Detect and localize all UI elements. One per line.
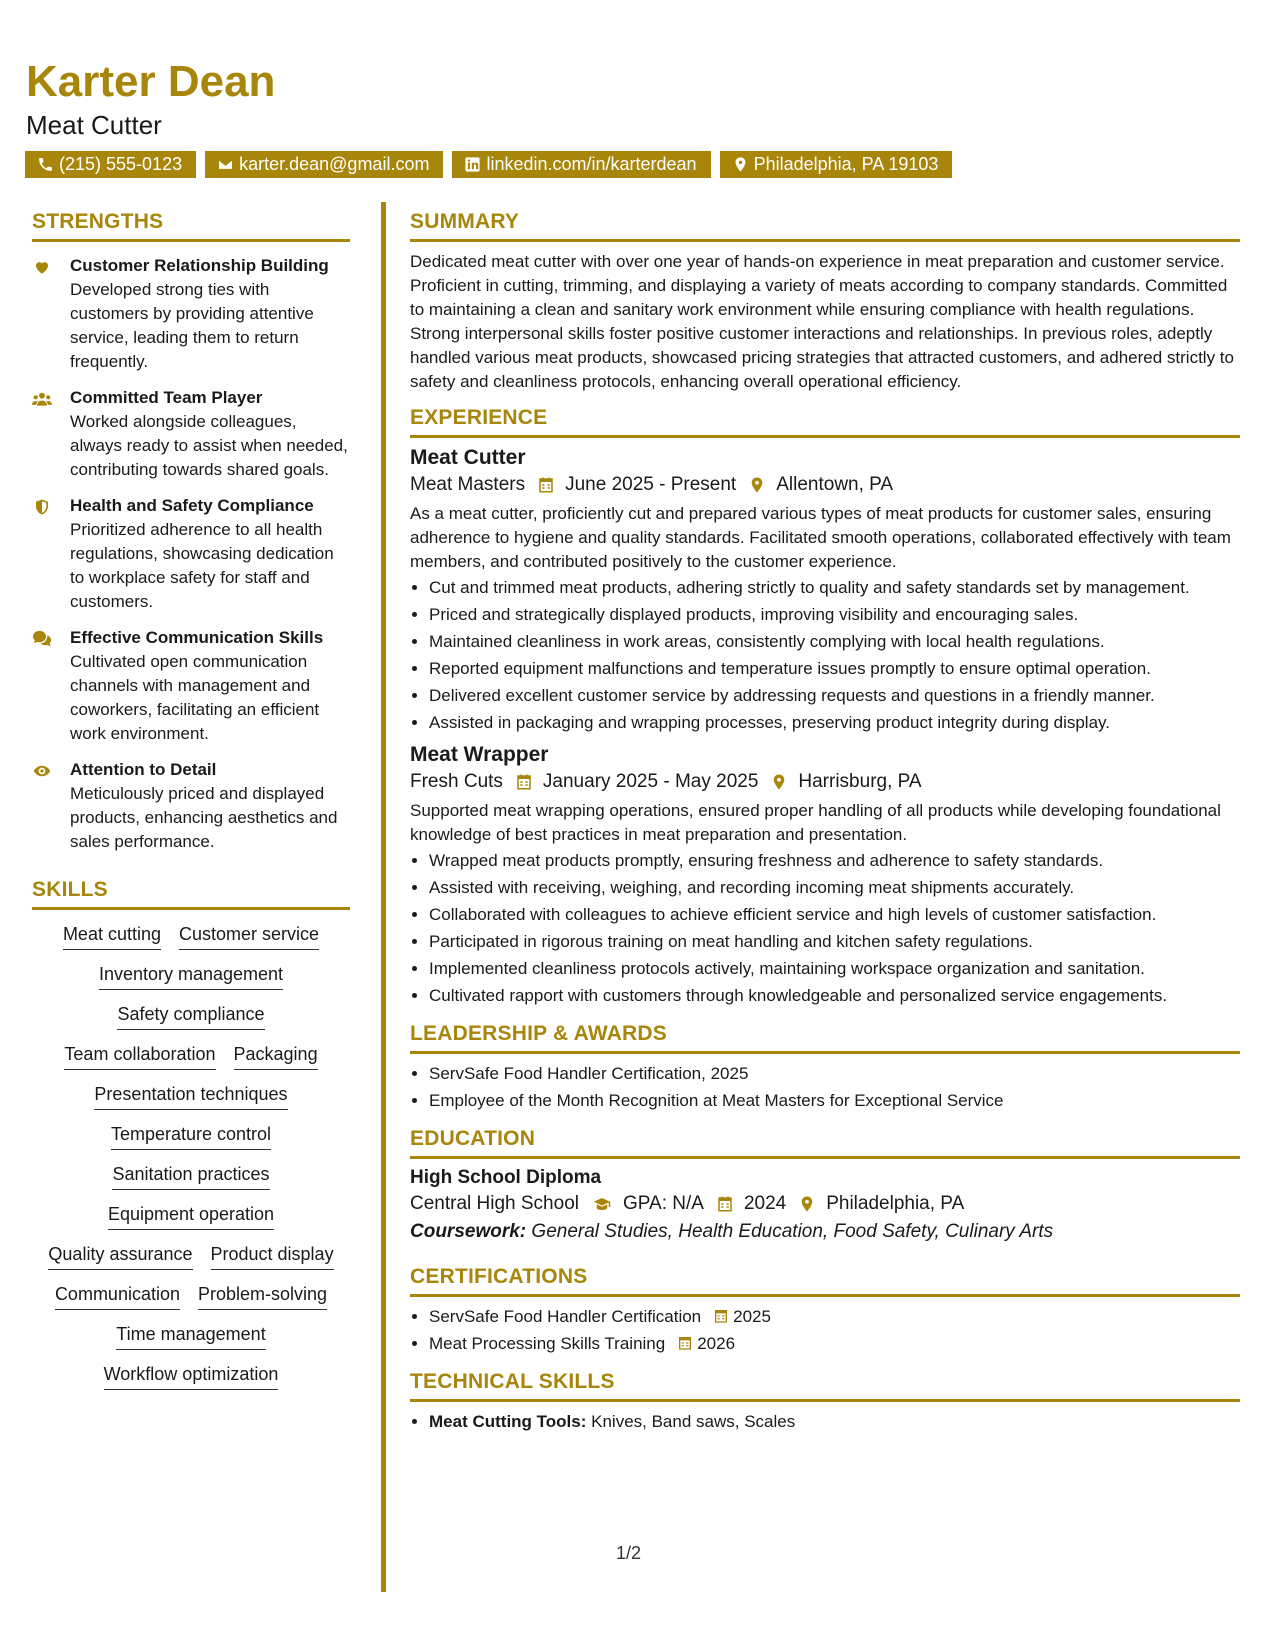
experience-title: EXPERIENCE xyxy=(410,406,1240,438)
job-company: Meat Masters xyxy=(410,474,526,495)
right-column xyxy=(410,210,1240,1437)
skill-tag: Product display xyxy=(211,1244,334,1270)
tech-skill-value: Knives, Band saws, Scales xyxy=(591,1412,796,1431)
calendar-icon xyxy=(716,1195,734,1213)
list-item: • Implemented cleanliness protocols actively, maintaining workspace organization and sanitation. xyxy=(429,957,1240,981)
envelope-icon xyxy=(217,156,234,173)
school-location: Philadelphia, PA xyxy=(826,1193,965,1214)
job-meta xyxy=(410,771,1240,793)
strength-item xyxy=(32,758,350,854)
linkedin-text: linkedin.com/in/karterdean xyxy=(486,154,697,174)
strength-title: Committed Team Player xyxy=(70,388,263,407)
candidate-name: Karter Dean xyxy=(26,57,276,106)
job-location: Allentown, PA xyxy=(776,474,894,495)
job-bullets xyxy=(410,576,1240,735)
coursework xyxy=(410,1221,1240,1243)
job-entry xyxy=(410,743,1240,1008)
phone-text: (215) 555-0123 xyxy=(59,154,183,174)
shield-icon xyxy=(32,498,52,516)
strengths-title: STRENGTHS xyxy=(32,210,350,242)
eye-icon xyxy=(32,762,52,780)
location-text: Philadelphia, PA 19103 xyxy=(753,154,939,174)
map-pin-icon xyxy=(798,1195,816,1213)
strength-item xyxy=(32,494,350,614)
calendar-icon xyxy=(677,1335,693,1351)
email-chip[interactable] xyxy=(205,151,443,178)
job-title: Meat Cutter xyxy=(410,446,526,469)
job-entry xyxy=(410,446,1240,735)
strengths-list xyxy=(32,254,350,854)
job-dates: June 2025 - Present xyxy=(565,474,737,495)
left-column xyxy=(32,210,350,1404)
degree-title: High School Diploma xyxy=(410,1167,602,1188)
users-icon xyxy=(32,390,52,408)
list-item xyxy=(429,1410,1240,1434)
list-item: • Employee of the Month Recognition at Meat Masters for Exceptional Service xyxy=(429,1089,1240,1113)
linkedin-chip[interactable] xyxy=(452,151,710,178)
map-pin-icon xyxy=(770,773,788,791)
cert-year: 2025 xyxy=(733,1307,771,1326)
column-divider xyxy=(381,202,386,1592)
job-location: Harrisburg, PA xyxy=(798,771,922,792)
strength-title: Customer Relationship Building xyxy=(70,256,329,275)
job-description: Supported meat wrapping operations, ensured proper handling of all products while developing foundational knowledge of best practices in meat preparation and presentation. xyxy=(410,801,1221,844)
list-item xyxy=(429,1305,1240,1329)
list-item: • Delivered excellent customer service by addressing requests and questions in a friendly manner. xyxy=(429,684,1240,708)
list-item: • Participated in rigorous training on meat handling and kitchen safety regulations. xyxy=(429,930,1240,954)
list-item: • Priced and strategically displayed products, improving visibility and encouraging sales. xyxy=(429,603,1240,627)
calendar-icon xyxy=(515,773,533,791)
list-item: • Cultivated rapport with customers through knowledgeable and personalized service engagements. xyxy=(429,984,1240,1008)
skill-tag: Temperature control xyxy=(111,1124,271,1150)
skills-list xyxy=(32,924,350,1390)
list-item: • Cut and trimmed meat products, adhering strictly to quality and safety standards set by management. xyxy=(429,576,1240,600)
education-meta xyxy=(410,1193,1240,1215)
skill-tag: Communication xyxy=(55,1284,180,1310)
coursework-label: Coursework: xyxy=(410,1221,527,1242)
list-item: • Assisted with receiving, weighing, and recording incoming meat shipments accurately. xyxy=(429,876,1240,900)
skill-tag: Sanitation practices xyxy=(112,1164,269,1190)
graduation-cap-icon xyxy=(591,1195,613,1213)
job-bullets xyxy=(410,849,1240,1008)
skill-tag: Presentation techniques xyxy=(94,1084,287,1110)
calendar-icon xyxy=(713,1308,729,1324)
education-title: EDUCATION xyxy=(410,1127,1240,1159)
candidate-role: Meat Cutter xyxy=(26,110,162,140)
skill-tag: Safety compliance xyxy=(117,1004,264,1030)
graduation-year: 2024 xyxy=(743,1193,787,1214)
strength-text: Cultivated open communication channels with management and coworkers, facilitating an efficient work environment. xyxy=(70,652,320,743)
calendar-icon xyxy=(537,476,555,494)
summary-title: SUMMARY xyxy=(410,210,1240,242)
skill-tag: Team collaboration xyxy=(64,1044,215,1070)
list-item: • Reported equipment malfunctions and temperature issues promptly to ensure optimal operation. xyxy=(429,657,1240,681)
job-dates: January 2025 - May 2025 xyxy=(542,771,759,792)
school-name: Central High School xyxy=(410,1193,579,1214)
map-pin-icon xyxy=(748,476,766,494)
page-number: 1/2 xyxy=(616,1543,642,1563)
strength-title: Attention to Detail xyxy=(70,760,217,779)
list-item: • Wrapped meat products promptly, ensuring freshness and adherence to safety standards. xyxy=(429,849,1240,873)
technical-skills-title: TECHNICAL SKILLS xyxy=(410,1370,1240,1402)
certifications-title: CERTIFICATIONS xyxy=(410,1265,1240,1297)
list-item: • ServSafe Food Handler Certification, 2025 xyxy=(429,1062,1240,1086)
technical-skills-list xyxy=(410,1410,1240,1434)
strength-text: Developed strong ties with customers by providing attentive service, leading them to return frequently. xyxy=(70,280,314,371)
gpa-text: GPA: N/A xyxy=(622,1193,704,1214)
leadership-title: LEADERSHIP & AWARDS xyxy=(410,1022,1240,1054)
skills-title: SKILLS xyxy=(32,878,350,910)
strength-item xyxy=(32,626,350,746)
strength-text: Worked alongside colleagues, always ready to assist when needed, contributing towards shared goals. xyxy=(70,412,348,479)
list-item: • Collaborated with colleagues to achieve efficient service and high levels of customer satisfaction. xyxy=(429,903,1240,927)
phone-chip[interactable] xyxy=(25,151,196,178)
skill-tag: Problem-solving xyxy=(198,1284,327,1310)
strength-text: Meticulously priced and displayed products, enhancing aesthetics and sales performance. xyxy=(70,784,338,851)
tech-skill-label: Meat Cutting Tools: xyxy=(429,1412,587,1431)
coursework-text: General Studies, Health Education, Food Safety, Culinary Arts xyxy=(531,1221,1054,1242)
email-text: karter.dean@gmail.com xyxy=(239,154,430,174)
location-chip xyxy=(720,151,953,178)
heart-icon xyxy=(32,258,52,276)
list-item xyxy=(429,1332,1240,1356)
list-item: • Assisted in packaging and wrapping processes, preserving product integrity during display. xyxy=(429,711,1240,735)
strength-text: Prioritized adherence to all health regulations, showcasing dedication to workplace safety for staff and customers. xyxy=(70,520,334,611)
list-item: • Maintained cleanliness in work areas, consistently complying with local health regulations. xyxy=(429,630,1240,654)
cert-year: 2026 xyxy=(697,1334,736,1353)
skill-tag: Workflow optimization xyxy=(104,1364,279,1390)
phone-icon xyxy=(37,156,54,173)
skill-tag: Equipment operation xyxy=(108,1204,274,1230)
cert-name: Meat Processing Skills Training xyxy=(429,1334,666,1353)
skill-tag: Packaging xyxy=(234,1044,318,1070)
cert-name: ServSafe Food Handler Certification xyxy=(429,1307,702,1326)
skill-tag: Inventory management xyxy=(99,964,283,990)
job-meta xyxy=(410,474,1240,496)
job-description: As a meat cutter, proficiently cut and prepared various types of meat products for customer sales, ensuring adherence to hygiene and quality standards. Facilitated smooth operations, collaborated effectively with team members, and contributed positively to the customer experience. xyxy=(410,504,1231,571)
job-company: Fresh Cuts xyxy=(410,771,503,792)
certifications-list xyxy=(410,1305,1240,1356)
skill-tag: Customer service xyxy=(179,924,319,950)
skill-tag: Quality assurance xyxy=(48,1244,192,1270)
strength-title: Effective Communication Skills xyxy=(70,628,324,647)
skill-tag: Time management xyxy=(116,1324,265,1350)
leadership-list xyxy=(410,1062,1240,1113)
strength-item xyxy=(32,386,350,482)
linkedin-icon xyxy=(464,156,481,173)
strength-item xyxy=(32,254,350,374)
strength-title: Health and Safety Compliance xyxy=(70,496,314,515)
contact-bar xyxy=(25,151,952,178)
job-title: Meat Wrapper xyxy=(410,743,549,766)
map-pin-icon xyxy=(732,156,749,173)
summary-text: Dedicated meat cutter with over one year of hands-on experience in meat preparation and customer service. Proficient in cutting, trimming, and displaying a variety of meats according to company standards. Committed to maintaining a clean and sanitary work environment while ensuring compliance with health regulations. Strong interpersonal skills foster positive customer interactions and relationships. In previous roles, adeptly handled various meat products, showcased pricing strategies that attracted customers, and adhered strictly to safety and cleanliness protocols, enhancing overall operational efficiency. xyxy=(410,252,1234,391)
comments-icon xyxy=(32,630,52,648)
skill-tag: Meat cutting xyxy=(63,924,161,950)
